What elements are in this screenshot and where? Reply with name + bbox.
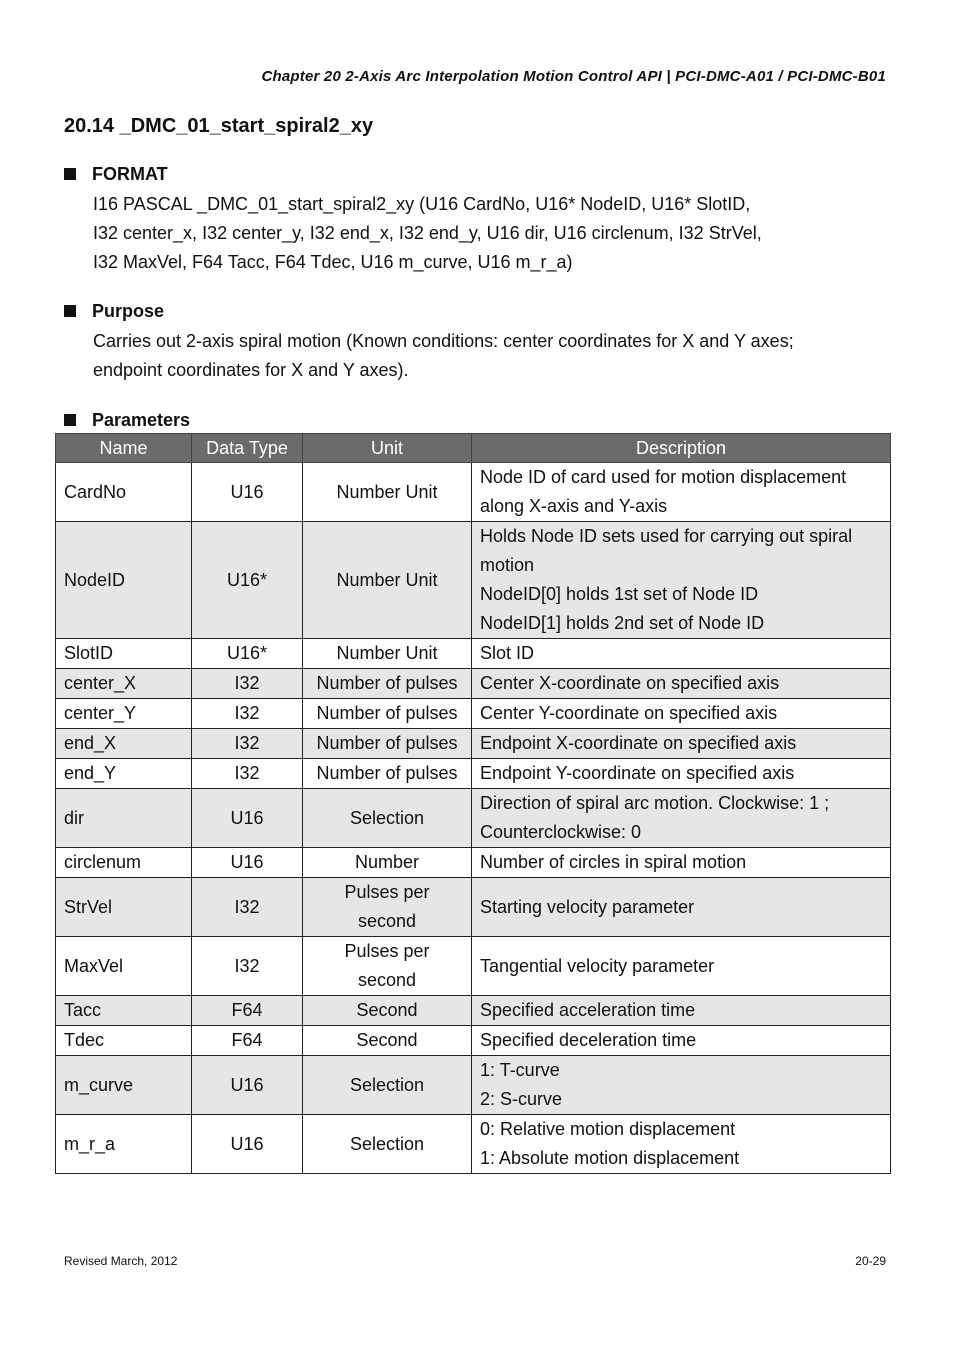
table-row xyxy=(56,522,891,639)
column-header-unit: Unit xyxy=(303,434,472,463)
table-row xyxy=(56,699,891,729)
param-name: CardNo xyxy=(64,481,127,502)
square-bullet-icon xyxy=(64,414,76,426)
parameters-table xyxy=(55,433,891,1174)
param-unit-cell xyxy=(303,1026,472,1056)
format-signature xyxy=(93,190,894,277)
parameters-section xyxy=(64,407,894,433)
column-header-name: Name xyxy=(56,434,192,463)
param-type-cell xyxy=(192,937,303,996)
param-description-line: Tangential velocity parameter xyxy=(480,955,715,976)
param-description-line: motion xyxy=(480,555,535,575)
param-unit-cell xyxy=(303,878,472,937)
param-unit-cell xyxy=(303,463,472,522)
param-data-type: I32 xyxy=(234,896,260,917)
param-description-cell xyxy=(472,937,891,996)
param-description-cell xyxy=(472,789,891,848)
param-unit-cell xyxy=(303,1056,472,1115)
table-row xyxy=(56,669,891,699)
param-description-cell xyxy=(472,878,891,937)
param-unit-cell xyxy=(303,699,472,729)
param-unit-line: Number Unit xyxy=(336,569,438,590)
param-name-cell xyxy=(56,639,192,669)
param-unit-cell xyxy=(303,789,472,848)
param-name: StrVel xyxy=(64,896,113,917)
param-description-line: Endpoint X-coordinate on specified axis xyxy=(480,733,797,753)
param-name: Tacc xyxy=(64,1000,102,1020)
param-name-cell xyxy=(56,848,192,878)
purpose-text xyxy=(93,327,894,385)
table-row xyxy=(56,996,891,1026)
param-description-line: Center X-coordinate on specified axis xyxy=(480,673,780,693)
param-name-cell xyxy=(56,463,192,522)
param-description-cell xyxy=(472,699,891,729)
param-description-line: Holds Node ID sets used for carrying out spiral xyxy=(480,526,853,546)
param-unit-line: Selection xyxy=(349,807,425,828)
param-description-line: NodeID[1] holds 2nd set of Node ID xyxy=(480,613,765,633)
param-description-line: 1: Absolute motion displacement xyxy=(480,1148,740,1168)
param-unit-cell xyxy=(303,848,472,878)
param-description-cell xyxy=(472,729,891,759)
param-name-cell xyxy=(56,937,192,996)
table-row xyxy=(56,937,891,996)
purpose-line: Carries out 2-axis spiral motion (Known conditions: center coordinates for X and Y axes; xyxy=(93,331,794,351)
purpose-heading xyxy=(64,298,894,324)
param-name: MaxVel xyxy=(64,955,124,976)
purpose-section xyxy=(64,298,894,385)
param-unit-line: Number Unit xyxy=(336,481,438,502)
param-name-cell xyxy=(56,1026,192,1056)
param-unit-cell xyxy=(303,1115,472,1174)
param-description-cell xyxy=(472,522,891,639)
param-description-cell xyxy=(472,848,891,878)
param-unit-line: Selection xyxy=(349,1074,425,1095)
param-type-cell xyxy=(192,1115,303,1174)
column-header-data-type: Data Type xyxy=(192,434,303,463)
param-type-cell xyxy=(192,522,303,639)
square-bullet-icon xyxy=(64,168,76,180)
param-description-line: Specified acceleration time xyxy=(480,1000,696,1020)
param-description-line: Center Y-coordinate on specified axis xyxy=(480,703,778,723)
param-description-cell xyxy=(472,639,891,669)
param-description-line: Direction of spiral arc motion. Clockwise: 1 ; xyxy=(480,793,830,813)
table-row xyxy=(56,789,891,848)
table-row xyxy=(56,1115,891,1174)
param-description-line: Number of circles in spiral motion xyxy=(480,852,747,872)
param-description-line: Slot ID xyxy=(480,643,535,663)
table-row xyxy=(56,729,891,759)
param-data-type: F64 xyxy=(231,1030,263,1050)
param-name: m_r_a xyxy=(64,1133,116,1154)
param-unit-cell xyxy=(303,669,472,699)
table-row xyxy=(56,639,891,669)
table-row xyxy=(56,1056,891,1115)
param-name-cell xyxy=(56,789,192,848)
param-unit-line: Second xyxy=(356,1030,418,1050)
param-description-line: NodeID[0] holds 1st set of Node ID xyxy=(480,584,759,604)
column-header-description: Description xyxy=(472,434,891,463)
section-title: 20.14 _DMC_01_start_spiral2_xy xyxy=(64,115,374,137)
param-description-line: Specified deceleration time xyxy=(480,1030,697,1050)
parameters-heading-label: Parameters xyxy=(92,409,191,430)
table-row xyxy=(56,848,891,878)
table-row xyxy=(56,463,891,522)
param-unit-line: Selection xyxy=(349,1133,425,1154)
param-description-line: 2: S-curve xyxy=(480,1089,563,1109)
param-name: circlenum xyxy=(64,852,142,872)
param-description-cell xyxy=(472,669,891,699)
param-unit-line: Number of pulses xyxy=(316,703,458,723)
param-description-line: Counterclockwise: 0 xyxy=(480,822,642,842)
param-unit-line: Number Unit xyxy=(336,643,438,663)
param-name: dir xyxy=(64,807,85,828)
param-name-cell xyxy=(56,996,192,1026)
format-line: I32 MaxVel, F64 Tacc, F64 Tdec, U16 m_curve, U16 m_r_a) xyxy=(93,252,573,272)
parameters-table-body xyxy=(56,463,891,1174)
param-description-cell xyxy=(472,996,891,1026)
param-type-cell xyxy=(192,789,303,848)
param-description-line: 0: Relative motion displacement xyxy=(480,1119,736,1139)
param-type-cell xyxy=(192,463,303,522)
format-section xyxy=(64,161,894,277)
param-data-type: U16* xyxy=(226,569,268,590)
param-type-cell xyxy=(192,669,303,699)
param-name-cell xyxy=(56,878,192,937)
param-name: SlotID xyxy=(64,643,114,663)
footer-revision: Revised March, 2012 xyxy=(64,1254,178,1268)
format-line: I16 PASCAL _DMC_01_start_spiral2_xy (U16 CardNo, U16* NodeID, U16* SlotID, xyxy=(93,194,751,214)
param-data-type: I32 xyxy=(234,673,260,693)
param-name: end_X xyxy=(64,733,117,753)
purpose-heading-label: Purpose xyxy=(92,300,165,321)
square-bullet-icon xyxy=(64,305,76,317)
param-unit-line: second xyxy=(357,970,417,990)
param-type-cell xyxy=(192,848,303,878)
param-unit-cell xyxy=(303,937,472,996)
param-name-cell xyxy=(56,699,192,729)
param-unit-line: Second xyxy=(356,1000,418,1020)
param-description-line: Starting velocity parameter xyxy=(480,896,695,917)
param-data-type: U16 xyxy=(230,1133,264,1154)
param-unit-line: Number of pulses xyxy=(316,763,458,783)
param-type-cell xyxy=(192,699,303,729)
param-data-type: F64 xyxy=(231,1000,263,1020)
param-unit-line: Number of pulses xyxy=(316,673,458,693)
param-data-type: U16 xyxy=(230,1074,264,1095)
footer-page-number: 20-29 xyxy=(855,1254,886,1268)
purpose-line: endpoint coordinates for X and Y axes). xyxy=(93,360,409,380)
param-name-cell xyxy=(56,669,192,699)
param-unit-cell xyxy=(303,996,472,1026)
param-name-cell xyxy=(56,1115,192,1174)
param-description-line: Node ID of card used for motion displacement xyxy=(480,467,847,487)
param-name: Tdec xyxy=(64,1030,105,1050)
param-name-cell xyxy=(56,729,192,759)
param-data-type: I32 xyxy=(234,763,260,783)
param-description-cell xyxy=(472,759,891,789)
param-name: end_Y xyxy=(64,763,117,783)
param-unit-cell xyxy=(303,759,472,789)
param-type-cell xyxy=(192,1056,303,1115)
param-name-cell xyxy=(56,1056,192,1115)
param-unit-line: Number xyxy=(354,852,420,872)
param-description-cell xyxy=(472,463,891,522)
page-header: Chapter 20 2-Axis Arc Interpolation Motion Control API | PCI-DMC-A01 / PCI-DMC-B01 xyxy=(261,68,886,85)
format-line: I32 center_x, I32 center_y, I32 end_x, I32 end_y, U16 dir, U16 circlenum, I32 StrVel, xyxy=(93,223,762,243)
param-name: NodeID xyxy=(64,569,126,590)
table-row xyxy=(56,878,891,937)
param-unit-cell xyxy=(303,522,472,639)
param-unit-cell xyxy=(303,729,472,759)
param-data-type: U16 xyxy=(230,852,264,872)
parameters-heading xyxy=(64,407,894,433)
param-data-type: I32 xyxy=(234,733,260,753)
param-data-type: I32 xyxy=(234,955,260,976)
param-name: m_curve xyxy=(64,1074,134,1095)
param-unit-line: Pulses per xyxy=(344,882,430,902)
param-type-cell xyxy=(192,759,303,789)
table-row xyxy=(56,759,891,789)
param-unit-cell xyxy=(303,639,472,669)
param-type-cell xyxy=(192,878,303,937)
param-description-cell xyxy=(472,1056,891,1115)
param-type-cell xyxy=(192,729,303,759)
param-unit-line: Number of pulses xyxy=(316,733,458,753)
param-description-line: along X-axis and Y-axis xyxy=(480,496,668,516)
format-heading-label: FORMAT xyxy=(92,163,168,184)
format-heading xyxy=(64,161,894,187)
param-unit-line: Pulses per xyxy=(344,941,430,961)
param-description-cell xyxy=(472,1115,891,1174)
param-name: center_X xyxy=(64,673,137,693)
param-type-cell xyxy=(192,996,303,1026)
param-name: center_Y xyxy=(64,703,137,723)
param-name-cell xyxy=(56,759,192,789)
param-type-cell xyxy=(192,639,303,669)
param-description-cell xyxy=(472,1026,891,1056)
param-data-type: U16 xyxy=(230,481,264,502)
param-unit-line: second xyxy=(357,911,417,931)
param-data-type: U16* xyxy=(226,643,268,663)
param-name-cell xyxy=(56,522,192,639)
param-data-type: I32 xyxy=(234,703,260,723)
table-header-row xyxy=(56,434,891,463)
param-data-type: U16 xyxy=(230,807,264,828)
param-description-line: 1: T-curve xyxy=(480,1060,560,1080)
param-type-cell xyxy=(192,1026,303,1056)
table-row xyxy=(56,1026,891,1056)
param-description-line: Endpoint Y-coordinate on specified axis xyxy=(480,763,795,783)
